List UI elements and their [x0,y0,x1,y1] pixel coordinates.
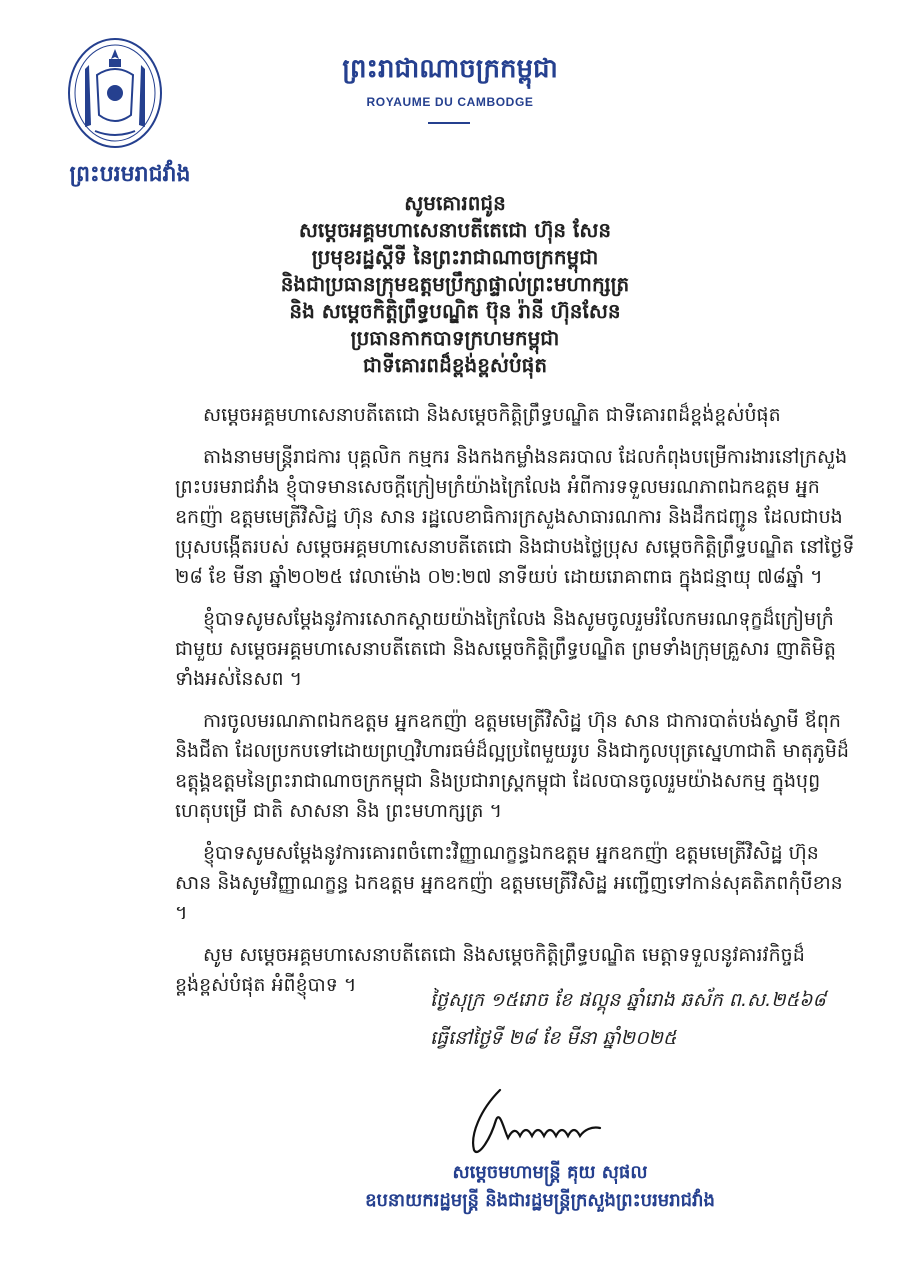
header-divider [428,122,470,124]
addressee-line: និង សម្តេចកិត្តិព្រឹទ្ធបណ្ឌិត ប៊ុន រ៉ានី ហ៊ុនសែន [289,299,621,323]
body-paragraph: សម្តេចអគ្គមហាសេនាបតីតេជោ និងសម្តេចកិត្តិព្រឹទ្ធបណ្ឌិត ជាទីគោរពដ៏ខ្ពង់ខ្ពស់បំផុត [203,404,781,426]
kingdom-title-khmer: ព្រះរាជាណាចក្រកម្ពុជា [342,54,558,84]
addressee-line: ប្រមុខរដ្ឋស្តីទី នៃព្រះរាជាណាចក្រកម្ពុជា [311,245,599,269]
handwritten-signature-icon [460,1080,610,1160]
signer-name: សម្តេចមហាមន្ត្រី គុយ សុផល [452,1162,648,1183]
body-paragraph: សូម សម្តេចអគ្គមហាសេនាបតីតេជោ និងសម្តេចកិត្តិព្រឹទ្ធបណ្ឌិត មេត្តាទទួលនូវគារវកិច្ចដ៏ខ្ពង់ខ្ពស់បំផុត អំពីខ្ញុំបាទ ។ [175,944,805,996]
royal-emblem-icon [65,35,165,150]
addressee-line: ប្រធានកាកបាទក្រហមកម្ពុជា [350,326,560,350]
addressee-line: សូមគោរពជូន [404,191,506,215]
addressee-block [200,190,710,379]
ministry-name: ព្រះបរមរាជវាំង [69,162,191,187]
addressee-line: និងជាប្រធានក្រុមឧត្តមប្រឹក្សាផ្ទាល់ព្រះមហាក្សត្រ [280,272,630,296]
kingdom-title-french: ROYAUME DU CAMBODGE [366,95,534,109]
body-paragraph: ការចូលមរណភាពឯកឧត្តម អ្នកឧកញ៉ា ឧត្តមមេត្រីវិសិដ្ឋ ហ៊ុន សាន ជាការបាត់បង់ស្វាមី ឪពុក និងជីតា ដែលប្រកបទៅដោយព្រហ្មវិហារធម៌ដ៏ល្អប្រពៃមួយរូប និងជាកូលបុត្រស្នេហាជាតិ មាតុភូមិដ៏ឧត្តុង្គឧត្តមនៃព្រះរាជាណាចក្រកម្ពុជា និងប្រជារាស្ត្រកម្ពុជា ដែលបានចូលរួមយ៉ាងសកម្ម ក្នុងបុព្វហេតុបម្រើ ជាតិ សាសនា និង ព្រះមហាក្សត្រ ។ [175,710,849,822]
addressee-line: ជាទីគោរពដ៏ខ្ពង់ខ្ពស់បំផុត [362,353,548,377]
letter-body [175,400,855,1012]
addressee-line: សម្តេចអគ្គមហាសេនាបតីតេជោ ហ៊ុន សែន [298,218,612,242]
signer-title: ឧបនាយករដ្ឋមន្ត្រី និងជារដ្ឋមន្ត្រីក្រសួងព្រះបរមរាជវាំង [365,1190,715,1211]
body-paragraph: ខ្ញុំបាទសូមសម្តែងនូវការសោកស្តាយយ៉ាងក្រៃលែង និងសូមចូលរួមរំលែកមរណទុក្ខដ៏ក្រៀមក្រំ ជាមួយ សម្តេចអគ្គមហាសេនាបតីតេជោ និងសម្តេចកិត្តិព្រឹទ្ធបណ្ឌិត ព្រមទាំងក្រុមគ្រួសារ ញាតិមិត្តទាំងអស់នៃសព ។ [175,608,836,690]
body-paragraph: ខ្ញុំបាទសូមសម្តែងនូវការគោរពចំពោះវិញ្ញាណក្ខន្ធឯកឧត្តម អ្នកឧកញ៉ា ឧត្តមមេត្រីវិសិដ្ឋ ហ៊ុន សាន និងសូមវិញ្ញាណក្ខន្ធ ឯកឧត្តម អ្នកឧកញ៉ា ឧត្តមមេត្រីវិសិដ្ឋ អញ្ជើញទៅកាន់សុគតិភពកុំបីខាន ។ [175,842,843,924]
lunar-date: ថ្ងៃសុក្រ ១៥រោច ខែ ផល្គុន ឆ្នាំរោង ឆស័ក ព.ស.២៥៦៨ [430,989,826,1011]
solar-date: ធ្វើនៅថ្ងៃទី ២៨ ខែ មីនា ឆ្នាំ២០២៥ [430,1027,677,1049]
body-paragraph: តាងនាមមន្ត្រីរាជការ បុគ្គលិក កម្មករ និងកងកម្លាំងនគរបាល ដែលកំពុងបម្រើការងារនៅក្រសួងព្រះបរមរាជវាំង ខ្ញុំបាទមានសេចក្តីក្រៀមក្រំយ៉ាងក្រៃលែង អំពីការទទួលមរណភាពឯកឧត្តម អ្នកឧកញ៉ា ឧត្តមមេត្រីវិសិដ្ឋ ហ៊ុន សាន រដ្ឋលេខាធិការក្រសួងសាធារណការ និងដឹកជញ្ជូន ដែលជាបងប្រុសបង្កើតរបស់ សម្តេចអគ្គមហាសេនាបតីតេជោ និងជាបងថ្លៃប្រុស សម្តេចកិត្តិព្រឹទ្ធបណ្ឌិត នៅថ្ងៃទី ២៨ ខែ មីនា ឆ្នាំ២០២៥ វេលាម៉ោង ០២:២៧ នាទីយប់ ដោយរោគាពាធ ក្នុងជន្មាយុ ៧៨ឆ្នាំ ។ [175,446,855,588]
